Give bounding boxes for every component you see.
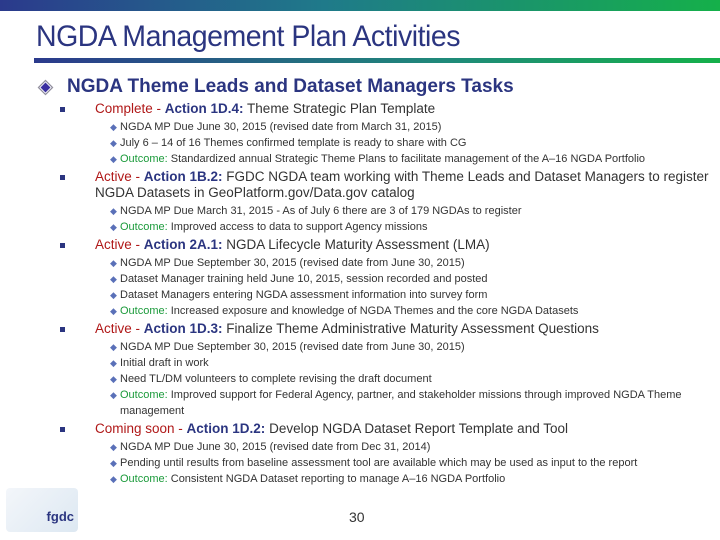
task-status: Coming soon <box>95 421 175 436</box>
separator: - <box>131 237 144 252</box>
sub-bullet-icon: ◆ <box>110 290 117 300</box>
square-bullet-icon <box>60 107 65 112</box>
task-status: Active <box>95 321 132 336</box>
sub-bullet-icon: ◆ <box>110 458 117 468</box>
sub-item <box>110 135 710 151</box>
sub-item-text <box>120 219 428 235</box>
section-heading <box>36 76 514 98</box>
outcome-label: Outcome: <box>120 473 168 485</box>
sub-item <box>110 455 710 471</box>
sub-item <box>110 119 710 135</box>
sub-item-text <box>120 471 505 487</box>
sub-item <box>110 439 710 455</box>
sub-bullet-icon: ◆ <box>110 274 117 284</box>
sub-item-text <box>120 151 645 167</box>
sub-bullet-icon: ◆ <box>110 154 117 164</box>
sub-item-detail: Initial draft in work <box>120 357 209 369</box>
task-description: Theme Strategic Plan Template <box>243 101 436 116</box>
sub-list <box>110 255 710 319</box>
task-item <box>60 321 710 337</box>
sub-item <box>110 271 710 287</box>
sub-item-text <box>120 355 209 371</box>
action-id: Action 1D.2: <box>186 421 266 436</box>
task-description: Develop NGDA Dataset Report Template and Tool <box>265 421 568 436</box>
sub-item <box>110 255 710 271</box>
task-text <box>95 237 490 253</box>
task-item <box>60 421 710 437</box>
sub-item-detail: NGDA MP Due March 31, 2015 - As of July 6 there are 3 of 179 NGDAs to register <box>120 205 522 217</box>
sub-item-detail: July 6 – 14 of 16 Themes confirmed template is ready to share with CG <box>120 137 467 149</box>
square-bullet-icon <box>60 175 65 180</box>
sub-item-detail: Dataset Manager training held June 10, 2015, session recorded and posted <box>120 273 488 285</box>
sub-item <box>110 219 710 235</box>
task-description: Finalize Theme Administrative Maturity Assessment Questions <box>222 321 599 336</box>
sub-bullet-icon: ◆ <box>110 442 117 452</box>
action-id: Action 1D.4: <box>164 101 244 116</box>
slide-title: NGDA Management Plan Activities <box>36 20 461 53</box>
sub-item-text <box>120 135 466 151</box>
sub-item <box>110 471 710 487</box>
sub-item-detail: Need TL/DM volunteers to complete revising the draft document <box>120 373 432 385</box>
sub-item-text <box>120 119 441 135</box>
sub-item-text <box>120 439 430 455</box>
sub-item-text <box>120 387 710 419</box>
sub-item-detail: Standardized annual Strategic Theme Plans to facilitate management of the A–16 NGDA Portfolio <box>167 153 646 165</box>
sub-item-detail: Increased exposure and knowledge of NGDA Themes and the core NGDA Datasets <box>167 305 579 317</box>
sub-item-detail: NGDA MP Due September 30, 2015 (revised date from June 30, 2015) <box>120 257 465 269</box>
outcome-label: Outcome: <box>120 153 168 165</box>
task-description: NGDA Lifecycle Maturity Assessment (LMA) <box>222 237 490 252</box>
sub-item-detail: Consistent NGDA Dataset reporting to manage A–16 NGDA Portfolio <box>167 473 506 485</box>
task-text <box>95 421 568 437</box>
sub-list <box>110 439 710 487</box>
separator: - <box>131 169 144 184</box>
task-text <box>95 321 599 337</box>
task-item <box>60 101 710 117</box>
sub-item-detail: Pending until results from baseline assessment tool are available which may be used as input to the report <box>120 457 638 469</box>
sub-item-text <box>120 455 637 471</box>
sub-item <box>110 203 710 219</box>
sub-bullet-icon: ◆ <box>110 374 117 384</box>
separator: - <box>152 101 165 116</box>
sub-bullet-icon: ◆ <box>110 138 117 148</box>
task-status: Active <box>95 169 132 184</box>
sub-list <box>110 203 710 235</box>
sub-item-text <box>120 255 465 271</box>
sub-bullet-icon: ◆ <box>110 306 117 316</box>
square-bullet-icon <box>60 427 65 432</box>
page-number: 30 <box>349 509 365 525</box>
action-id: Action 1B.2: <box>143 169 223 184</box>
task-description: FGDC NGDA team working with Theme Leads and Dataset Managers to register NGDA Datasets in GeoPlatform.gov/Data.gov catalog <box>95 169 709 200</box>
sub-item-text <box>120 203 521 219</box>
sub-bullet-icon: ◆ <box>110 358 117 368</box>
task-text <box>95 169 710 201</box>
task-item <box>60 237 710 253</box>
sub-bullet-icon: ◆ <box>110 122 117 132</box>
diamond-bullet-icon <box>38 79 54 95</box>
sub-item-text <box>120 287 487 303</box>
sub-list <box>110 339 710 419</box>
sub-item-detail: Improved support for Federal Agency, partner, and stakeholder missions through improved NGDA Theme management <box>120 389 682 417</box>
sub-item <box>110 287 710 303</box>
action-id: Action 2A.1: <box>143 237 223 252</box>
sub-bullet-icon: ◆ <box>110 222 117 232</box>
sub-item <box>110 355 710 371</box>
sub-item-detail: NGDA MP Due June 30, 2015 (revised date from Dec 31, 2014) <box>120 441 431 453</box>
sub-item-text <box>120 303 578 319</box>
outcome-label: Outcome: <box>120 389 168 401</box>
sub-item <box>110 303 710 319</box>
sub-item-detail: NGDA MP Due June 30, 2015 (revised date from March 31, 2015) <box>120 121 442 133</box>
sub-item-detail: Improved access to data to support Agency missions <box>167 221 428 233</box>
sub-item-detail: NGDA MP Due September 30, 2015 (revised date from June 30, 2015) <box>120 341 465 353</box>
task-item <box>60 169 710 201</box>
sub-list <box>110 119 710 167</box>
sub-bullet-icon: ◆ <box>110 390 117 400</box>
sub-item-text <box>120 371 432 387</box>
sub-bullet-icon: ◆ <box>110 342 117 352</box>
task-list <box>60 99 710 489</box>
task-text <box>95 101 435 117</box>
sub-bullet-icon: ◆ <box>110 258 117 268</box>
task-status: Complete <box>95 101 153 116</box>
outcome-label: Outcome: <box>120 305 168 317</box>
sub-item <box>110 387 710 419</box>
square-bullet-icon <box>60 327 65 332</box>
square-bullet-icon <box>60 243 65 248</box>
sub-bullet-icon: ◆ <box>110 206 117 216</box>
action-id: Action 1D.3: <box>143 321 223 336</box>
sub-item <box>110 151 710 167</box>
separator: - <box>174 421 187 436</box>
sub-item-text <box>120 271 488 287</box>
sub-bullet-icon: ◆ <box>110 474 117 484</box>
separator: - <box>131 321 144 336</box>
title-underline <box>34 58 720 63</box>
outcome-label: Outcome: <box>120 221 168 233</box>
section-heading-text: NGDA Theme Leads and Dataset Managers Tasks <box>67 76 514 97</box>
fgdc-logo <box>6 488 78 532</box>
logo-text: fgdc <box>46 509 74 524</box>
sub-item-text <box>120 339 465 355</box>
task-status: Active <box>95 237 132 252</box>
top-gradient-bar <box>0 0 720 11</box>
sub-item <box>110 339 710 355</box>
sub-item-detail: Dataset Managers entering NGDA assessment information into survey form <box>120 289 488 301</box>
sub-item <box>110 371 710 387</box>
